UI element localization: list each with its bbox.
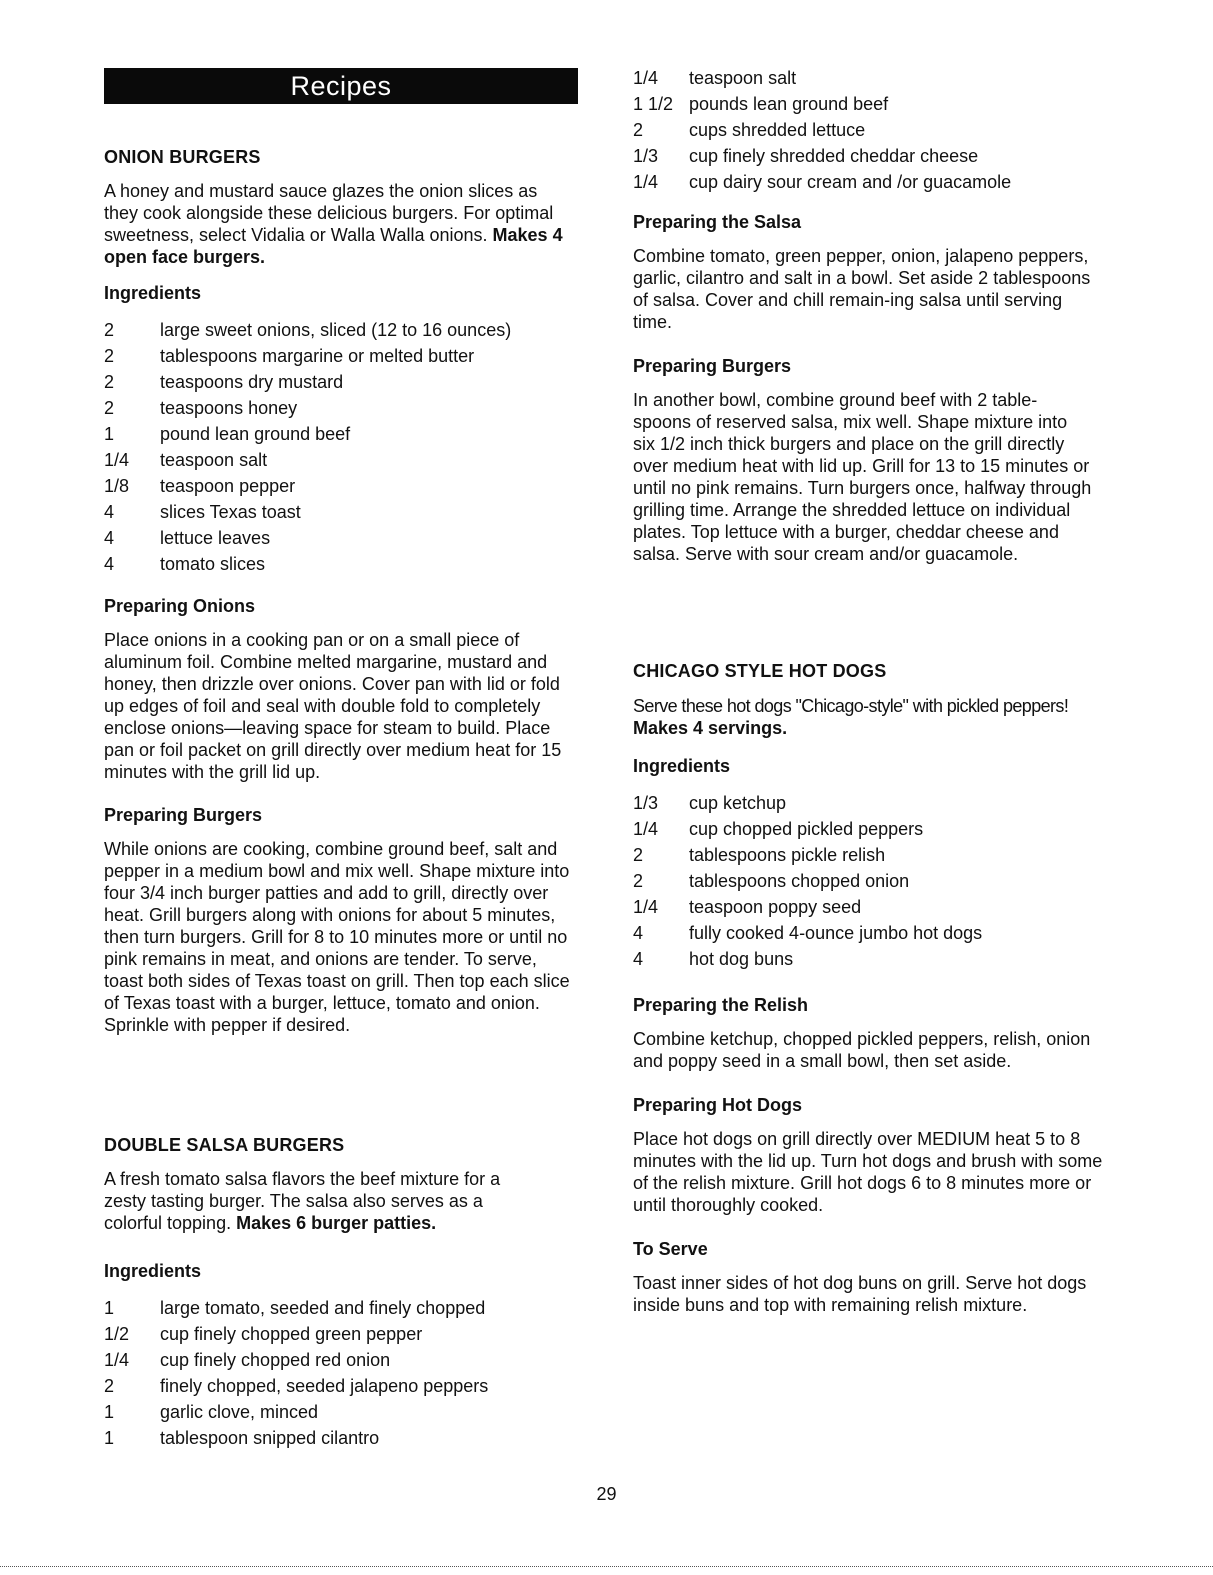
ingredient-row	[104, 421, 582, 447]
ingredient-item: cup chopped pickled peppers	[689, 819, 924, 839]
preparing-burgers-salsa-heading: Preparing Burgers	[633, 356, 792, 376]
ingredient-quantity: 1 1/2	[633, 94, 674, 114]
preparing-hot-dogs-text: Place hot dogs on grill directly over MEDIUM heat 5 to 8 minutes with the lid up. Turn hot dogs and brush with some of the relish mixture. Grill hot dogs 6 to 8 minutes more or until thoroughly cooked.	[633, 1129, 1103, 1215]
ingredient-quantity: 4	[633, 923, 644, 943]
ingredient-quantity: 1/4	[633, 897, 659, 917]
ingredient-quantity: 1/3	[633, 793, 659, 813]
ingredient-quantity: 1	[104, 1298, 115, 1318]
section-banner: Recipes	[104, 68, 578, 104]
ingredient-row	[633, 894, 1111, 920]
ingredient-row	[104, 317, 582, 343]
preparing-onions-heading: Preparing Onions	[104, 596, 256, 616]
ingredient-item: hot dog buns	[689, 949, 794, 969]
ingredient-row	[104, 525, 582, 551]
ingredient-item: teaspoon pepper	[160, 476, 296, 496]
hot-dogs-ingredients-heading: Ingredients	[633, 756, 731, 776]
ingredient-item: large sweet onions, sliced (12 to 16 ounces)	[160, 320, 512, 340]
ingredient-quantity: 1	[104, 1402, 115, 1422]
preparing-burgers-salsa-text: In another bowl, combine ground beef with 2 table-spoons of reserved salsa, mix well. Shape mixture into six 1/2 inch thick burgers and place on the grill directly over medium heat with lid up. Grill for 13 to 15 minutes or until no pink remains. Turn burgers once, halfway through grilling time. Arrange the shredded lettuce on individual plates. Top lettuce with a burger, cheddar cheese and salsa. Serve with sour cream and/or guacamole.	[633, 390, 1092, 564]
ingredient-quantity: 1	[104, 424, 115, 444]
recipe-title-double-salsa-burgers: DOUBLE SALSA BURGERS	[104, 1135, 345, 1155]
ingredient-quantity: 1/4	[633, 68, 659, 88]
ingredient-row	[633, 143, 1111, 169]
ingredient-quantity: 2	[104, 398, 115, 418]
ingredient-row	[633, 65, 1111, 91]
ingredient-item: cups shredded lettuce	[689, 120, 866, 140]
page-number: 29	[596, 1484, 617, 1504]
ingredient-item: teaspoon poppy seed	[689, 897, 862, 917]
ingredient-row	[104, 343, 582, 369]
ingredient-row	[104, 1373, 582, 1399]
ingredient-quantity: 1/8	[104, 476, 130, 496]
ingredient-quantity: 1/2	[104, 1324, 130, 1344]
ingredient-item: fully cooked 4-ounce jumbo hot dogs	[689, 923, 983, 943]
ingredient-row	[633, 169, 1111, 195]
ingredient-row	[104, 1425, 582, 1451]
ingredient-quantity: 2	[633, 845, 644, 865]
onion-burgers-yield: Makes 4 open face burgers.	[104, 225, 563, 267]
ingredient-item: lettuce leaves	[160, 528, 271, 548]
to-serve-heading: To Serve	[633, 1239, 708, 1259]
ingredient-quantity: 4	[104, 528, 115, 548]
ingredient-quantity: 2	[104, 372, 115, 392]
ingredient-quantity: 1/4	[633, 819, 659, 839]
ingredient-item: slices Texas toast	[160, 502, 301, 522]
double-salsa-ingredients-heading: Ingredients	[104, 1261, 202, 1281]
preparing-burgers-text: While onions are cooking, combine ground beef, salt and pepper in a medium bowl and mix well. Shape mixture into four 3/4 inch burger patties and add to grill, directly over heat. Grill burgers along with onions for about 5 minutes, then turn burgers. Grill for 8 to 10 minutes more or until no pink remains in meat, and onions are tender. To serve, toast both sides of Texas toast on grill. Then top each slice of Texas toast with a burger, lettuce, tomato and onion. Sprinkle with pepper if desired.	[104, 839, 570, 1035]
ingredient-quantity: 1/3	[633, 146, 659, 166]
ingredient-item: teaspoon salt	[160, 450, 268, 470]
hot-dogs-yield: Makes 4 servings.	[633, 718, 788, 738]
ingredient-item: tablespoons chopped onion	[689, 871, 910, 891]
ingredient-row	[633, 91, 1111, 117]
ingredient-row	[104, 369, 582, 395]
ingredient-item: large tomato, seeded and finely chopped	[160, 1298, 486, 1318]
ingredient-item: finely chopped, seeded jalapeno peppers	[160, 1376, 489, 1396]
ingredient-item: cup dairy sour cream and /or guacamole	[689, 172, 1012, 192]
recipe-title-onion-burgers: ONION BURGERS	[104, 147, 261, 167]
ingredient-item: tablespoons margarine or melted butter	[160, 346, 475, 366]
ingredient-row	[633, 117, 1111, 143]
onion-burgers-ingredient-list	[104, 317, 582, 577]
ingredient-row	[104, 499, 582, 525]
ingredient-row	[633, 946, 1111, 972]
ingredient-row	[104, 551, 582, 577]
hot-dogs-intro: Serve these hot dogs "Chicago-style" with pickled peppers! Makes 4 servings.	[633, 696, 1069, 738]
ingredient-quantity: 2	[104, 320, 115, 340]
preparing-relish-text: Combine ketchup, chopped pickled peppers, relish, onion and poppy seed in a small bowl, then set aside.	[633, 1029, 1091, 1071]
ingredient-quantity: 2	[104, 346, 115, 366]
ingredient-quantity: 4	[633, 949, 644, 969]
ingredient-row	[104, 1399, 582, 1425]
ingredient-item: pound lean ground beef	[160, 424, 351, 444]
to-serve-text: Toast inner sides of hot dog buns on grill. Serve hot dogs inside buns and top with remaining relish mixture.	[633, 1273, 1087, 1315]
ingredient-item: pounds lean ground beef	[689, 94, 889, 114]
ingredient-item: teaspoons honey	[160, 398, 298, 418]
ingredient-item: teaspoon salt	[689, 68, 797, 88]
ingredient-row	[633, 920, 1111, 946]
onion-burgers-intro: A honey and mustard sauce glazes the onion slices as they cook alongside these delicious burgers. For optimal sweetness, select Vidalia or Walla Walla onions. Makes 4 open face burgers.	[104, 181, 563, 267]
ingredient-item: teaspoons dry mustard	[160, 372, 344, 392]
onion-burgers-ingredients-heading: Ingredients	[104, 283, 202, 303]
ingredient-item: tomato slices	[160, 554, 266, 574]
double-salsa-yield: Makes 6 burger patties.	[236, 1213, 437, 1233]
preparing-burgers-heading: Preparing Burgers	[104, 805, 263, 825]
ingredient-row	[104, 473, 582, 499]
ingredient-item: cup finely shredded cheddar cheese	[689, 146, 979, 166]
footer-rule	[0, 1566, 1213, 1567]
preparing-salsa-text: Combine tomato, green pepper, onion, jalapeno peppers, garlic, cilantro and salt in a bowl. Set aside 2 tablespoons of salsa. Cover and chill remain-ing salsa until serving time.	[633, 246, 1091, 332]
ingredient-quantity: 2	[633, 120, 644, 140]
preparing-onions-text: Place onions in a cooking pan or on a small piece of aluminum foil. Combine melted margarine, mustard and honey, then drizzle over onions. Cover pan with lid or fold up edges of foil and seal with double fold to completely enclose onions—leaving space for steam to build. Place pan or foil packet on grill directly over medium heat for 15 minutes with the grill lid up.	[104, 630, 562, 782]
ingredient-quantity: 2	[633, 871, 644, 891]
double-salsa-ingredient-list-continued	[633, 65, 1111, 195]
ingredient-item: garlic clove, minced	[160, 1402, 319, 1422]
ingredient-row	[633, 842, 1111, 868]
preparing-salsa-heading: Preparing the Salsa	[633, 212, 802, 232]
ingredient-item: cup ketchup	[689, 793, 787, 813]
ingredient-quantity: 4	[104, 502, 115, 522]
double-salsa-ingredient-list	[104, 1295, 582, 1451]
ingredient-item: tablespoon snipped cilantro	[160, 1428, 380, 1448]
ingredient-quantity: 4	[104, 554, 115, 574]
ingredient-row	[104, 1295, 582, 1321]
ingredient-item: tablespoons pickle relish	[689, 845, 886, 865]
preparing-relish-heading: Preparing the Relish	[633, 995, 809, 1015]
ingredient-quantity: 2	[104, 1376, 115, 1396]
ingredient-row	[633, 816, 1111, 842]
ingredient-row	[633, 790, 1111, 816]
ingredient-quantity: 1/4	[104, 1350, 130, 1370]
ingredient-item: cup finely chopped green pepper	[160, 1324, 423, 1344]
ingredient-row	[104, 1321, 582, 1347]
ingredient-quantity: 1/4	[633, 172, 659, 192]
ingredient-item: cup finely chopped red onion	[160, 1350, 391, 1370]
ingredient-quantity: 1/4	[104, 450, 130, 470]
hot-dogs-ingredient-list	[633, 790, 1111, 972]
ingredient-quantity: 1	[104, 1428, 115, 1448]
recipe-title-chicago-hot-dogs: CHICAGO STYLE HOT DOGS	[633, 661, 887, 681]
ingredient-row	[104, 395, 582, 421]
ingredient-row	[104, 447, 582, 473]
double-salsa-intro: A fresh tomato salsa flavors the beef mixture for a zesty tasting burger. The salsa also serves as a colorful topping. Makes 6 burger patties.	[104, 1169, 501, 1233]
preparing-hot-dogs-heading: Preparing Hot Dogs	[633, 1095, 803, 1115]
ingredient-row	[104, 1347, 582, 1373]
ingredient-row	[633, 868, 1111, 894]
